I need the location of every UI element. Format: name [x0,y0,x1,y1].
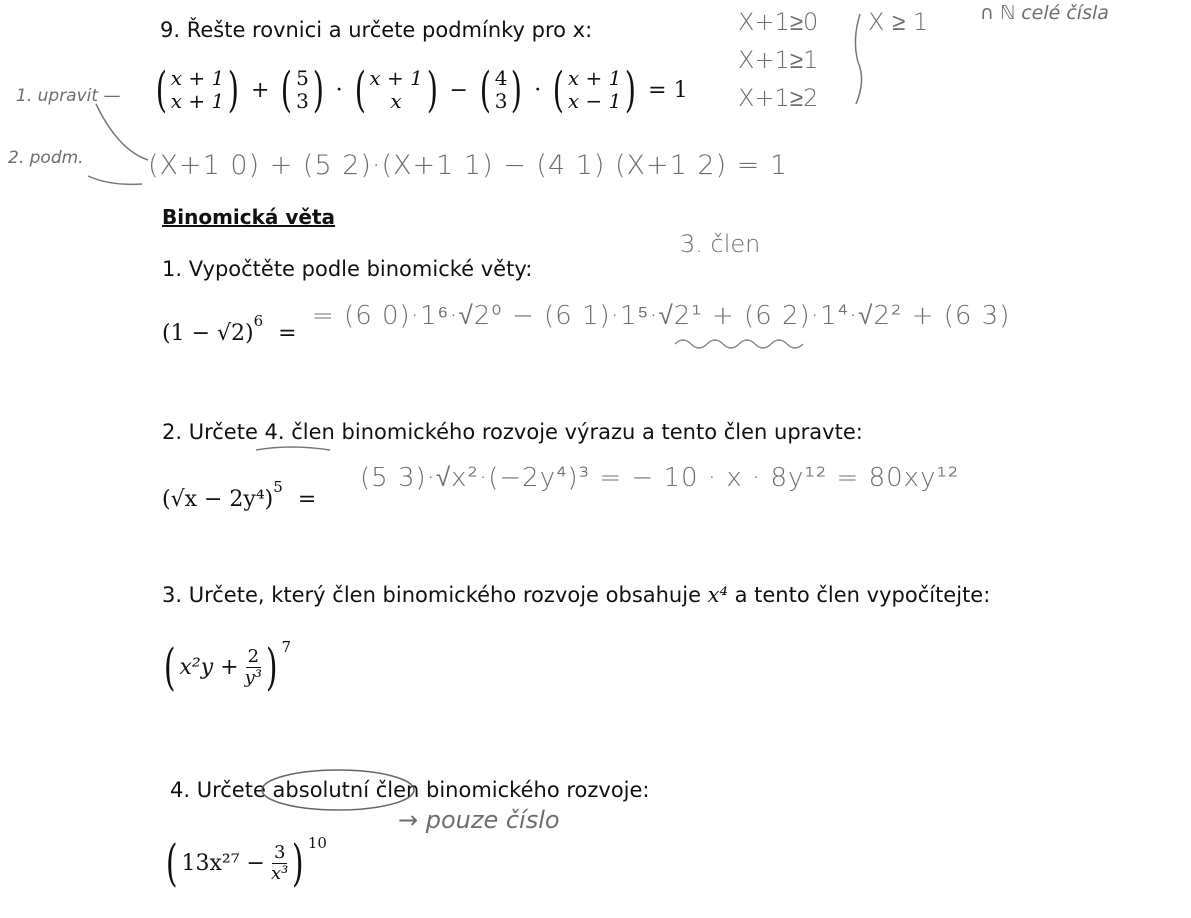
expression-exponent: 6 [253,312,264,330]
binomial-x1-x1: ( x + 1 x + 1 ) [155,62,240,118]
circle-absolutni-clen [262,770,414,810]
binom-bottom: 3 [494,89,508,113]
note-upravit: 1. upravit — [16,86,121,106]
task3-expression: ( x²y + $\frac{2}{\text{y³}}$ ) 7 [163,638,292,696]
dot-sign: · [534,77,542,103]
binom-top: 5 [296,66,309,90]
binomial-x1-xminus1: ( x + 1 x − 1 ) [552,62,637,118]
binom-top: x + 1 [567,66,622,90]
binom-bottom: x + 1 [170,89,225,113]
exponent: 10 [307,834,327,852]
binomial-5-3: ( 5 3 ) [281,62,324,118]
condition-result: X ≥ 1 [868,8,929,36]
heading-text: a tento člen vypočítejte: [727,583,991,607]
rewritten-equation: (X+1 0) + (5 2)·(X+1 1) − (4 1) (X+1 2) = 1 [148,150,789,181]
condition-extra: ∩ ℕ celé čísla [980,2,1109,24]
task4-expression: ( 13x²⁷ − $\frac{3}{\text{x³}}$ ) 10 [165,834,327,892]
task1-heading: 1. Vypočtěte podle binomické věty: [162,257,533,281]
term: 13x²⁷ − [181,850,265,876]
expression-exponent: 5 [273,478,283,496]
denominator: x³ [270,862,289,884]
overline-4 [256,447,330,450]
numerator: 2 [247,645,260,667]
arrow-podm [88,176,142,184]
condition-2: X+1≥1 [738,46,819,74]
expansion-1: = (6 0)·1⁶·√2⁰ − (6 1)·1⁵·√2¹ + (6 2)·1⁴·√2² + (6 3) [312,301,1011,331]
binom-bottom: x [390,89,402,113]
equals-sign: = [278,321,297,346]
binom-top: x + 1 [369,66,423,90]
binomial-4-3: ( 4 3 ) [479,62,523,118]
condition-1: X+1≥0 [738,8,819,36]
binom-top: 4 [494,66,508,90]
exponent: 7 [281,638,292,656]
expression-base: (1 − √2) [162,321,254,346]
third-term-note: 3. člen [680,230,761,258]
plus-sign: + [250,77,270,103]
equals-sign: = [297,487,317,512]
denominator: y³ [244,666,262,688]
note-podm: 2. podm. [8,148,84,168]
binom-top: x + 1 [170,66,225,90]
binom-bottom: x − 1 [567,89,622,113]
task9-heading: 9. Řešte rovnici a určete podmínky pro x: [160,18,593,42]
minus-sign: − [449,77,468,103]
dot-sign: · [335,77,343,103]
term: x²y + [179,654,239,680]
condition-3: X+1≥2 [738,84,819,112]
numerator: 3 [273,841,286,863]
task4-heading: 4. Určete absolutní člen binomického rozvoje: [170,778,650,802]
binomial-x1-x: ( x + 1 x ) [354,62,438,118]
section-title: Binomická věta [162,205,336,229]
brace-right [855,14,861,104]
task2-heading: 2. Určete 4. člen binomického rozvoje výrazu a tento člen upravte: [162,420,863,444]
wavy-underline [675,340,803,348]
heading-variable: x⁴ [707,583,728,607]
binom-bottom: 3 [296,89,309,113]
arrow-upravit [96,104,148,160]
only-number-note: → pouze číslo [398,806,560,834]
heading-text: 3. Určete, který člen binomického rozvoje obsahuje [162,583,708,607]
equals-one: = 1 [648,77,688,103]
expansion-2: (5 3)·√x²·(−2y⁴)³ = − 10 · x · 8y¹² = 80xy¹² [360,463,960,493]
expression-base: (√x − 2y⁴) [162,487,274,512]
